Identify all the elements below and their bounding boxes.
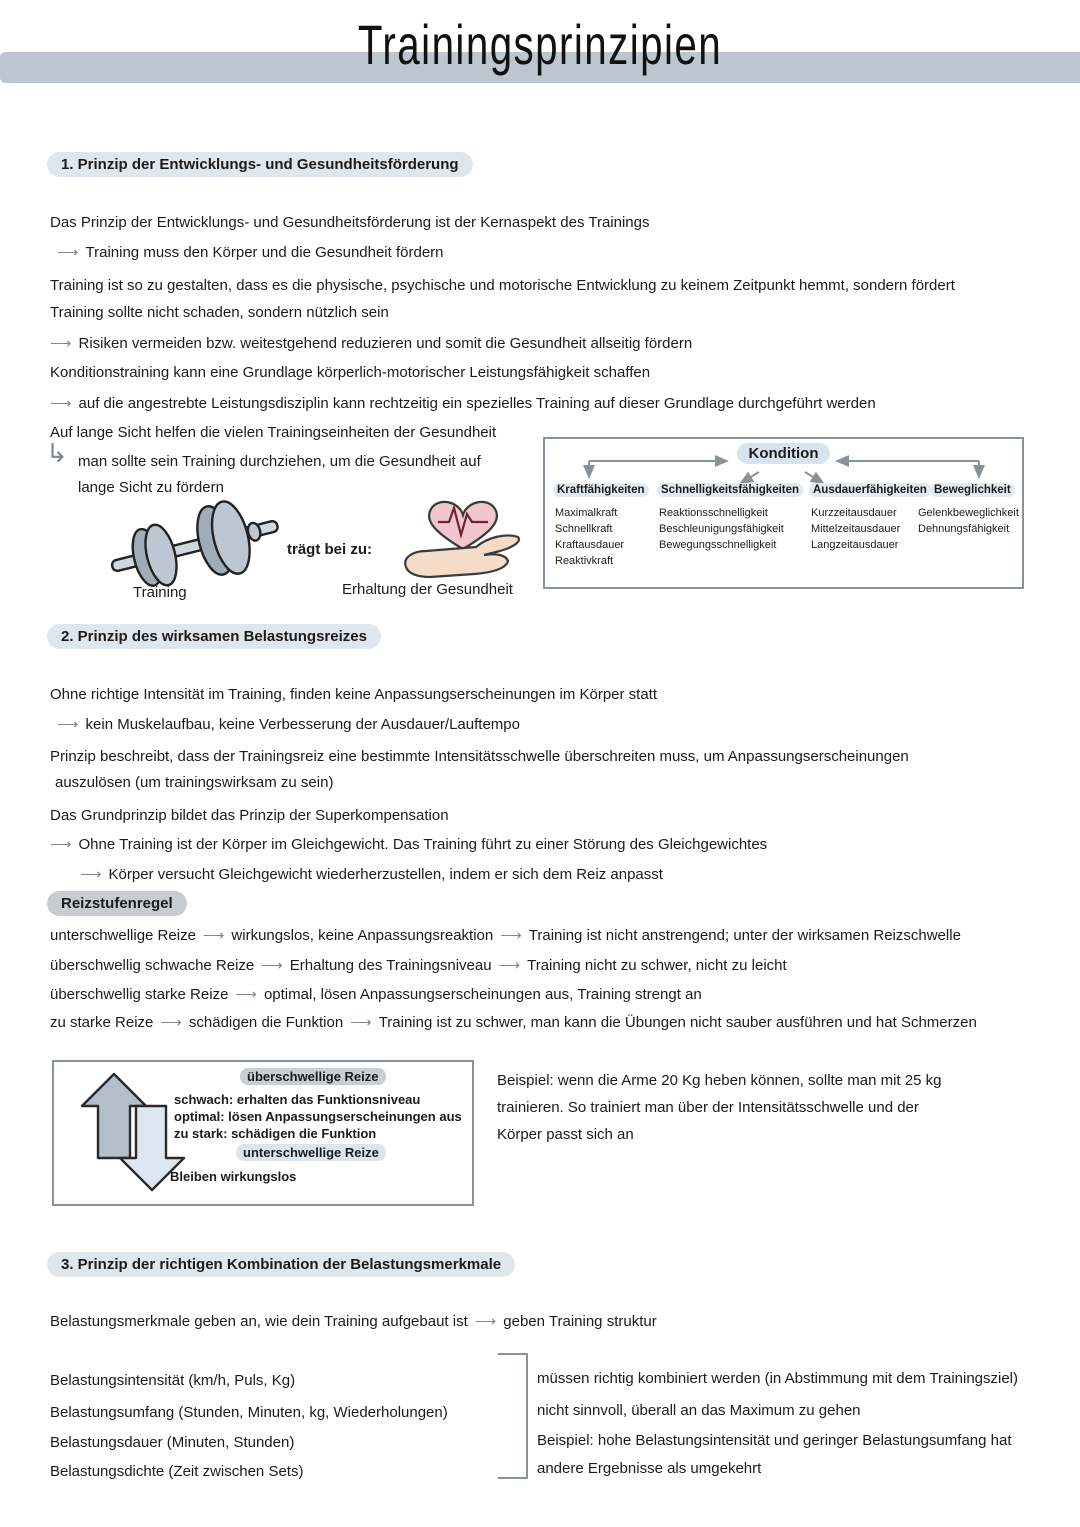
- arrow-line: [50, 394, 876, 412]
- kondition-item: Beschleunigungsfähigkeit: [659, 523, 784, 535]
- arrow-right-icon: ⟶: [80, 866, 102, 883]
- paragraph: Training ist so zu gestalten, dass es die physische, psychische und motorische Entwicklung zu keinem Zeitpunkt hemmt, sondern fördert: [50, 277, 955, 294]
- arrow-line: [50, 334, 692, 352]
- arrow-right-icon: ⟶: [474, 1313, 497, 1330]
- dumbbell-icon: [98, 492, 293, 592]
- arrow-right-icon: ⟶: [57, 716, 79, 733]
- arrow-right-icon: ⟶: [50, 836, 72, 853]
- belastung-item: Belastungsintensität (km/h, Puls, Kg): [50, 1372, 296, 1389]
- arrow-right-icon: ⟶: [160, 1014, 182, 1031]
- over-threshold-line: zu stark: schädigen die Funktion: [174, 1126, 377, 1141]
- arrow-line-text: Training muss den Körper und die Gesundheit fördern: [85, 244, 444, 261]
- reiz-row: [50, 956, 787, 974]
- reiz-part: Training ist nicht anstrengend; unter der wirksamen Reizschwelle: [528, 927, 961, 944]
- kondition-col1-items: [555, 505, 624, 569]
- kondition-col1-header: Kraftfähigkeiten: [553, 483, 649, 497]
- section2-heading: 2. Prinzip des wirksamen Belastungsreizes: [47, 624, 381, 649]
- kondition-col2-header: Schnelligkeitsfähigkeiten: [657, 483, 803, 497]
- arrow-right-icon: ⟶: [350, 1014, 372, 1031]
- arrow-line: [57, 715, 520, 733]
- belastung-item: Belastungsdauer (Minuten, Stunden): [50, 1434, 295, 1451]
- section3-intro: [50, 1312, 657, 1330]
- reiz-part: Training nicht zu schwer, nicht zu leicht: [527, 957, 787, 974]
- traegt-bei-zu-label: trägt bei zu:: [287, 541, 372, 558]
- kondition-item: Dehnungsfähigkeit: [918, 523, 1010, 535]
- belastung-note: andere Ergebnisse als umgekehrt: [537, 1460, 762, 1477]
- kondition-col4-items: [918, 505, 1019, 537]
- reiz-part: wirkungslos, keine Anpassungsreaktion: [231, 927, 494, 944]
- under-threshold-title: unterschwellige Reize: [236, 1144, 386, 1161]
- paragraph: Auf lange Sicht helfen die vielen Trainingseinheiten der Gesundheit: [50, 424, 497, 441]
- over-threshold-title: überschwellige Reize: [240, 1068, 386, 1085]
- intro-text: geben Training struktur: [503, 1313, 657, 1330]
- reiz-part: Erhaltung des Trainingsniveau: [289, 957, 492, 974]
- arrow-line-text: Ohne Training ist der Körper im Gleichgewicht. Das Training führt zu einer Störung des Gleichgewichtes: [78, 836, 768, 853]
- arrow-line-text: kein Muskelaufbau, keine Verbesserung der Ausdauer/Lauftempo: [85, 716, 520, 733]
- belastung-item: Belastungsdichte (Zeit zwischen Sets): [50, 1463, 304, 1480]
- kondition-item: Schnellkraft: [555, 523, 613, 535]
- kondition-item: Gelenkbeweglichkeit: [918, 507, 1019, 519]
- kondition-col3-items: [811, 505, 900, 553]
- beispiel-line: Körper passt sich an: [497, 1126, 634, 1143]
- arrow-right-icon: ⟶: [202, 927, 225, 944]
- kondition-item: Reaktivkraft: [555, 555, 614, 567]
- paragraph: Konditionstraining kann eine Grundlage körperlich-motorischer Leistungsfähigkeit schaffen: [50, 364, 651, 381]
- training-label: Training: [133, 584, 187, 601]
- paragraph: Das Prinzip der Entwicklungs- und Gesundheitsförderung ist der Kernaspekt des Trainings: [50, 214, 650, 231]
- arrow-line-text: Körper versucht Gleichgewicht wiederherzustellen, indem er sich dem Reiz anpasst: [108, 866, 663, 883]
- paragraph: auszulösen (um trainingswirksam zu sein): [55, 774, 334, 791]
- erhaltung-label: Erhaltung der Gesundheit: [342, 581, 513, 598]
- kondition-item: Bewegungsschnelligkeit: [659, 539, 777, 551]
- kondition-box: [543, 437, 1024, 589]
- reizstufenregel-heading: Reizstufenregel: [47, 891, 187, 916]
- arrow-line: [50, 835, 767, 853]
- kondition-item: Maximalkraft: [555, 507, 618, 519]
- paragraph: Training sollte nicht schaden, sondern nützlich sein: [50, 304, 389, 321]
- section1-heading: 1. Prinzip der Entwicklungs- und Gesundheitsförderung: [47, 152, 473, 177]
- arrow-line-text: Risiken vermeiden bzw. weitestgehend reduzieren und somit die Gesundheit allseitig fördern: [78, 335, 693, 352]
- reiz-part: zu starke Reize: [50, 1014, 154, 1031]
- arrow-line: [80, 865, 663, 883]
- belastung-note: Beispiel: hohe Belastungsintensität und geringer Belastungsumfang hat: [537, 1432, 1012, 1449]
- reiz-part: optimal, lösen Anpassungserscheinungen aus, Training strengt an: [263, 986, 702, 1003]
- kondition-item: Langzeitausdauer: [811, 539, 899, 551]
- arrow-right-icon: ⟶: [235, 986, 257, 1003]
- kondition-item: Kraftausdauer: [555, 539, 625, 551]
- reiz-part: unterschwellige Reize: [50, 927, 196, 944]
- reiz-row: [50, 985, 702, 1003]
- over-threshold-line: schwach: erhalten das Funktionsniveau: [174, 1092, 421, 1107]
- reiz-part: Training ist zu schwer, man kann die Übungen nicht sauber ausführen und hat Schmerzen: [378, 1014, 977, 1031]
- belastung-note: nicht sinnvoll, überall an das Maximum zu gehen: [537, 1402, 861, 1419]
- belastung-item: Belastungsumfang (Stunden, Minuten, kg, Wiederholungen): [50, 1404, 448, 1421]
- beispiel-line: trainieren. So trainiert man über der Intensitätsschwelle und der: [497, 1099, 919, 1116]
- paragraph: man sollte sein Training durchziehen, um die Gesundheit auf: [78, 453, 481, 470]
- beispiel-line: Beispiel: wenn die Arme 20 Kg heben können, sollte man mit 25 kg: [497, 1072, 942, 1089]
- page-title: Trainingsprinzipien: [357, 13, 723, 76]
- under-threshold-line: Bleiben wirkungslos: [170, 1169, 297, 1184]
- kondition-item: Kurzzeitausdauer: [811, 507, 897, 519]
- bracket: [498, 1353, 528, 1479]
- reiz-part: überschwellig schwache Reize: [50, 957, 255, 974]
- paragraph: lange Sicht zu fördern: [78, 479, 224, 496]
- kondition-col3-header: Ausdauerfähigkeiten: [809, 483, 931, 497]
- reiz-part: überschwellig starke Reize: [50, 986, 229, 1003]
- arrow-line-text: auf die angestrebte Leistungsdisziplin kann rechtzeitig ein spezielles Training auf dieser Grundlage durchgeführt werden: [78, 395, 876, 412]
- arrow-right-icon: ⟶: [261, 957, 283, 974]
- section3-heading: 3. Prinzip der richtigen Kombination der Belastungsmerkmale: [47, 1252, 515, 1277]
- intro-text: Belastungsmerkmale geben an, wie dein Training aufgebaut ist: [50, 1313, 468, 1330]
- arrow-right-icon: ⟶: [50, 395, 72, 412]
- reiz-row: [50, 1013, 977, 1031]
- reiz-row: [50, 926, 961, 944]
- heart-in-hand-icon: [388, 489, 538, 584]
- kondition-col4-header: Beweglichkeit: [930, 483, 1015, 497]
- belastung-note: müssen richtig kombiniert werden (in Abstimmung mit dem Trainingsziel): [537, 1370, 1019, 1387]
- arrow-right-icon: ⟶: [50, 335, 72, 352]
- over-threshold-line: optimal: lösen Anpassungserscheinungen aus: [174, 1109, 462, 1124]
- elbow-arrow-icon: ↳: [46, 438, 68, 468]
- arrow-right-icon: ⟶: [57, 244, 79, 261]
- arrow-right-icon: ⟶: [498, 957, 521, 974]
- paragraph: Das Grundprinzip bildet das Prinzip der Superkompensation: [50, 807, 449, 824]
- reiz-part: schädigen die Funktion: [188, 1014, 344, 1031]
- kondition-title: Kondition: [737, 443, 831, 464]
- paragraph: Ohne richtige Intensität im Training, finden keine Anpassungserscheinungen im Körper statt: [50, 686, 658, 703]
- kondition-item: Reaktionsschnelligkeit: [659, 507, 768, 519]
- arrow-right-icon: ⟶: [500, 927, 522, 944]
- reiz-diagram-box: [52, 1060, 474, 1206]
- kondition-col2-items: [659, 505, 784, 553]
- arrow-line: [57, 243, 444, 261]
- paragraph: Prinzip beschreibt, dass der Trainingsreiz eine bestimmte Intensitätsschwelle überschreiten muss, um Anpassungserscheinungen: [50, 748, 909, 765]
- kondition-item: Mittelzeitausdauer: [811, 523, 901, 535]
